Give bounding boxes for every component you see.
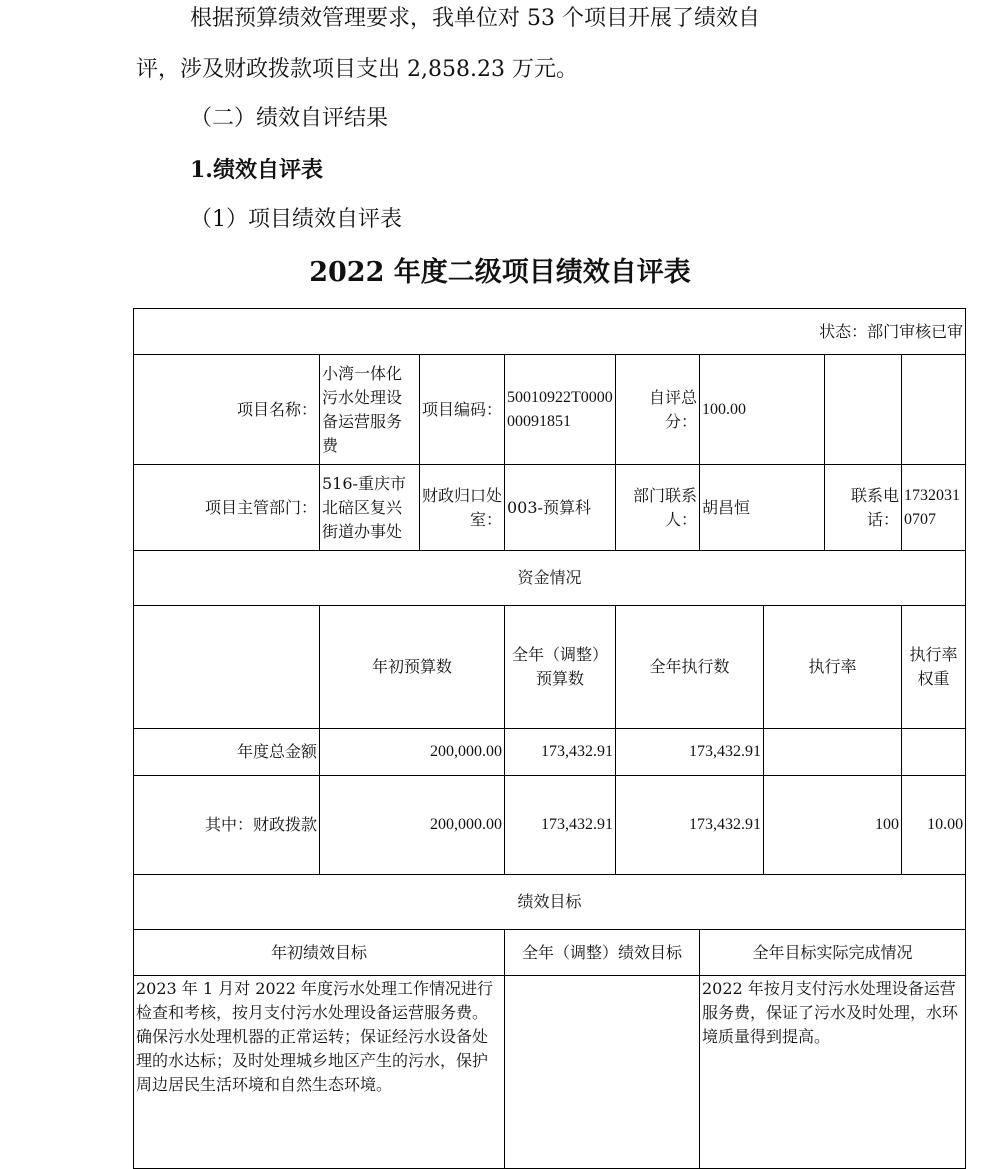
- intro-paragraph-line2: 评，涉及财政拨款项目支出 2,858.23 万元。: [136, 57, 578, 82]
- section-heading-results: （二）绩效自评结果: [190, 106, 389, 131]
- finance-office-label: 财政归口处室：: [420, 465, 505, 551]
- section-heading-project-table: （1）项目绩效自评表: [190, 207, 402, 232]
- adjusted-budget-header: 全年（调整）预算数: [505, 606, 616, 729]
- rate-weight-value: 10.00: [902, 776, 966, 875]
- initial-budget-header: 年初预算数: [320, 606, 505, 729]
- project-code-value: 50010922T000000091851: [505, 355, 616, 465]
- section-heading-table: 1.绩效自评表: [190, 157, 323, 183]
- execution-rate-value: 100: [764, 776, 902, 875]
- status-row: [134, 309, 966, 355]
- status-text: 状态：部门审核已审: [134, 309, 966, 355]
- funds-row-label: 年度总金额: [134, 729, 320, 776]
- rate-weight-header: 执行率权重: [902, 606, 966, 729]
- self-score-value: 100.00: [700, 355, 825, 465]
- actual-completion-header: 全年目标实际完成情况: [700, 930, 966, 976]
- finance-office-value: 003-预算科: [505, 465, 616, 551]
- contact-phone-value: 17320310707: [902, 465, 966, 551]
- funds-row-label: 其中：财政拨款: [134, 776, 320, 875]
- executed-amount-header: 全年执行数: [616, 606, 764, 729]
- contact-person-label: 部门联系人：: [616, 465, 700, 551]
- initial-budget-value: 200,000.00: [320, 729, 505, 776]
- adjusted-goal-text: [505, 976, 700, 1169]
- project-name-row: [134, 355, 966, 465]
- initial-budget-value: 200,000.00: [320, 776, 505, 875]
- initial-goal-text: 2023 年 1 月对 2022 年度污水处理工作情况进行检查和考核，按月支付污水处理设备运营服务费。确保污水处理机器的正常运转；保证经污水设备处理的水达标；及时处理城乡地区产生的污水，保护周边居民生活环境和自然生态环境。: [134, 976, 505, 1169]
- contact-phone-label: 联系电话：: [825, 465, 902, 551]
- funds-section-row: [134, 551, 966, 606]
- department-label: 项目主管部门：: [134, 465, 320, 551]
- department-value: 516-重庆市北碚区复兴街道办事处: [320, 465, 420, 551]
- table-row: [134, 729, 966, 776]
- adjusted-goal-header: 全年（调整）绩效目标: [505, 930, 700, 976]
- contact-person-value: 胡昌恒: [700, 465, 825, 551]
- funds-header-row: [134, 606, 966, 729]
- goals-header-row: [134, 930, 966, 976]
- intro-paragraph-line1: 根据预算绩效管理要求，我单位对 53 个项目开展了绩效自: [190, 6, 760, 31]
- empty-header-cell: [134, 606, 320, 729]
- executed-amount-value: 173,432.91: [616, 729, 764, 776]
- execution-rate-header: 执行率: [764, 606, 902, 729]
- self-score-label: 自评总分：: [616, 355, 700, 465]
- rate-weight-value: [902, 729, 966, 776]
- project-name-label: 项目名称：: [134, 355, 320, 465]
- goals-content-row: [134, 976, 966, 1169]
- initial-goal-header: 年初绩效目标: [134, 930, 505, 976]
- table-title: 2022 年度二级项目绩效自评表: [309, 257, 691, 288]
- funds-section-title: 资金情况: [134, 551, 966, 606]
- executed-amount-value: 173,432.91: [616, 776, 764, 875]
- self-evaluation-table: [133, 308, 966, 1169]
- adjusted-budget-value: 173,432.91: [505, 776, 616, 875]
- project-code-label: 项目编码：: [420, 355, 505, 465]
- goals-section-row: [134, 875, 966, 930]
- project-name-value: 小湾一体化污水处理设备运营服务费: [320, 355, 420, 465]
- table-row: [134, 776, 966, 875]
- adjusted-budget-value: 173,432.91: [505, 729, 616, 776]
- execution-rate-value: [764, 729, 902, 776]
- empty-cell: [825, 355, 902, 465]
- empty-cell: [902, 355, 966, 465]
- goals-section-title: 绩效目标: [134, 875, 966, 930]
- actual-completion-text: 2022 年按月支付污水处理设备运营服务费，保证了污水及时处理，水环境质量得到提高。: [700, 976, 966, 1169]
- department-row: [134, 465, 966, 551]
